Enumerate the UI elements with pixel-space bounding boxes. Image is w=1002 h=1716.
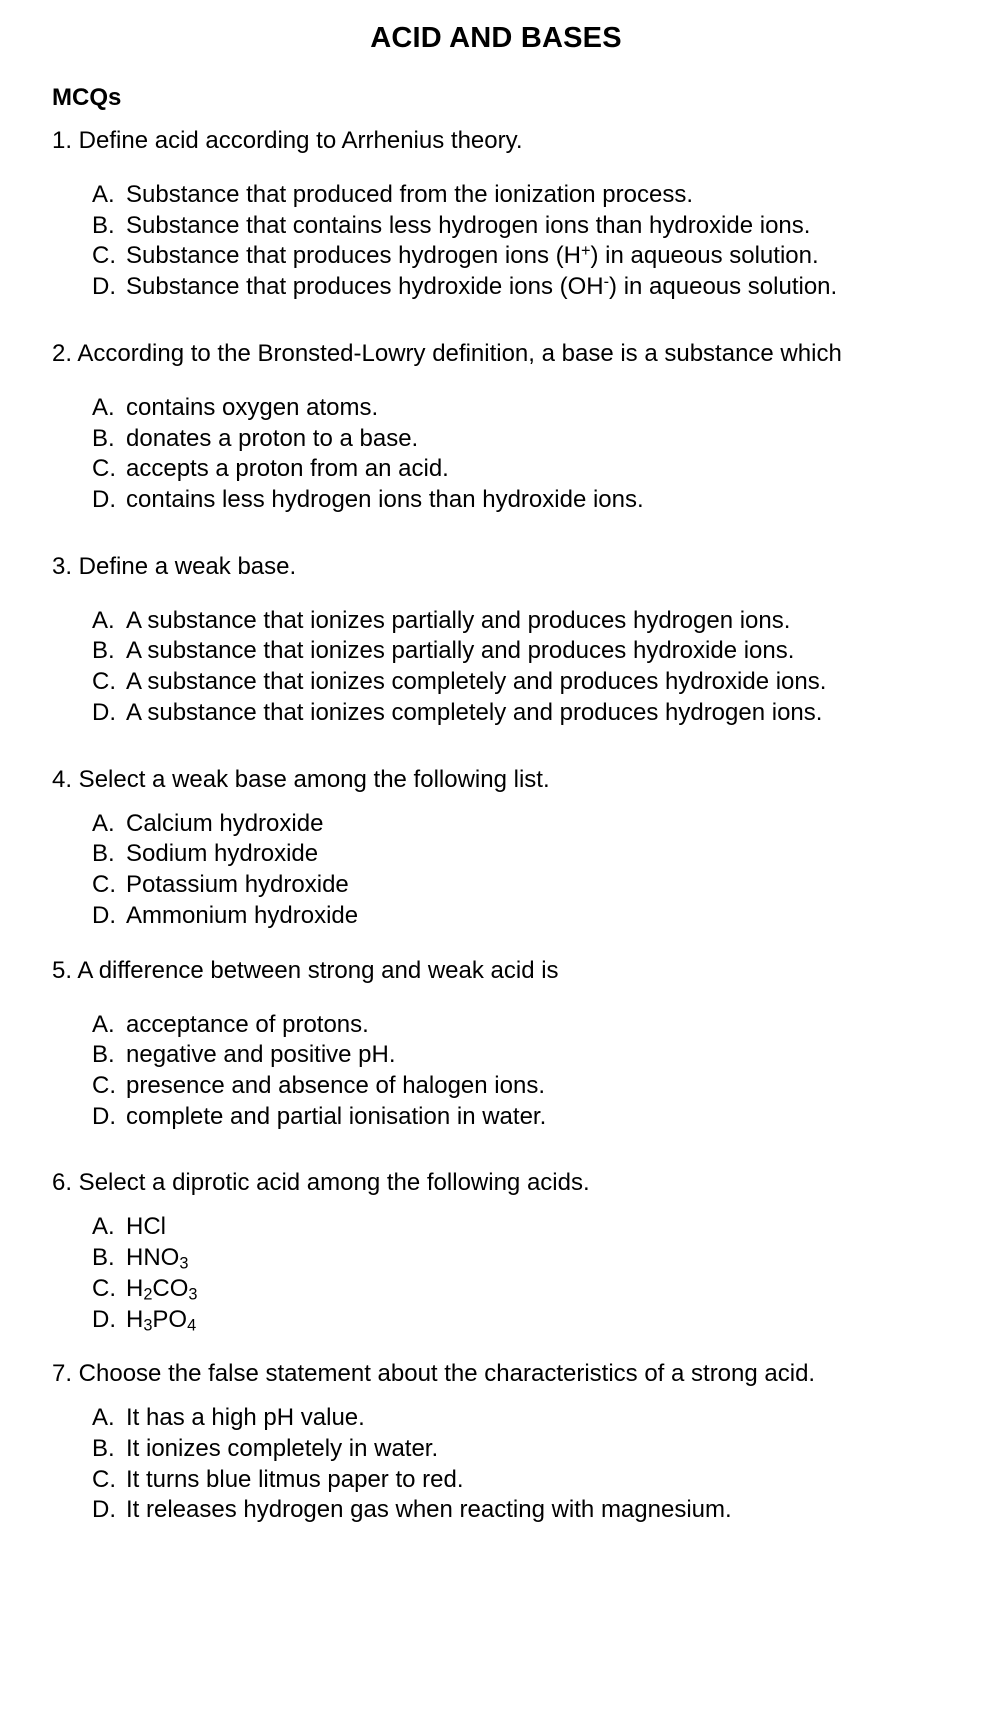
option-item[interactable] bbox=[92, 839, 1002, 870]
option-item[interactable] bbox=[92, 606, 1002, 637]
worksheet-page bbox=[0, 22, 1002, 1716]
option-letter: C. bbox=[92, 242, 116, 270]
option-text: Substance that produces hydroxide ions (OH-) in aqueous solution. bbox=[126, 273, 838, 301]
option-item[interactable] bbox=[92, 1495, 1002, 1526]
option-item[interactable] bbox=[92, 393, 1002, 424]
option-letter: D. bbox=[92, 486, 116, 514]
option-letter: C. bbox=[92, 1465, 116, 1493]
option-text: contains oxygen atoms. bbox=[126, 393, 379, 421]
option-text: $H_3PO_4$ bbox=[126, 1305, 197, 1335]
question-text-1: 1. Define acid according to Arrhenius theory. bbox=[52, 127, 523, 154]
option-text: Sodium hydroxide bbox=[126, 840, 319, 868]
option-item[interactable] bbox=[92, 211, 1002, 242]
option-letter: A. bbox=[92, 181, 115, 208]
option-letter: A. bbox=[92, 1404, 115, 1432]
option-list-4 bbox=[0, 809, 1002, 932]
question-block-6 bbox=[0, 1168, 1002, 1335]
question-block-1 bbox=[0, 126, 1002, 303]
option-item[interactable] bbox=[92, 180, 1002, 211]
option-letter: A. bbox=[92, 606, 115, 634]
option-text: HCl bbox=[126, 1213, 166, 1241]
option-letter: B. bbox=[92, 840, 115, 868]
option-text: presence and absence of halogen ions. bbox=[126, 1071, 545, 1099]
option-list-1 bbox=[0, 180, 1002, 303]
question-text-7: 7. Choose the false statement about the characteristics of a strong acid. bbox=[52, 1360, 816, 1388]
option-item[interactable] bbox=[92, 667, 1002, 698]
option-item[interactable] bbox=[92, 1040, 1002, 1071]
option-item[interactable] bbox=[92, 1212, 1002, 1243]
question-block-3 bbox=[0, 552, 1002, 729]
option-letter: D. bbox=[92, 1102, 116, 1130]
option-item[interactable] bbox=[92, 241, 1002, 272]
option-text: acceptance of protons. bbox=[126, 1010, 369, 1038]
option-text: A substance that ionizes completely and produces hydroxide ions. bbox=[126, 668, 827, 696]
option-letter: B. bbox=[92, 1434, 115, 1462]
option-item[interactable] bbox=[92, 1102, 1002, 1133]
option-text: A substance that ionizes partially and produces hydroxide ions. bbox=[126, 637, 795, 665]
section-heading-mcqs: MCQs bbox=[52, 84, 122, 111]
question-text-6: 6. Select a diprotic acid among the following acids. bbox=[52, 1169, 590, 1197]
option-text: negative and positive pH. bbox=[126, 1041, 396, 1069]
option-text: $H_2CO_3$ bbox=[126, 1274, 198, 1304]
option-text: Ammonium hydroxide bbox=[126, 901, 359, 929]
option-text: accepts a proton from an acid. bbox=[126, 455, 449, 483]
option-letter: A. bbox=[92, 1010, 115, 1038]
option-letter: C. bbox=[92, 1274, 116, 1302]
option-letter: D. bbox=[92, 901, 116, 929]
option-letter: C. bbox=[92, 668, 116, 696]
option-text: It releases hydrogen gas when reacting with magnesium. bbox=[126, 1496, 732, 1524]
option-item[interactable] bbox=[92, 901, 1002, 932]
option-item[interactable] bbox=[92, 636, 1002, 667]
option-letter: D. bbox=[92, 1305, 116, 1333]
option-text: A substance that ionizes completely and produces hydrogen ions. bbox=[126, 698, 823, 726]
option-letter: D. bbox=[92, 698, 116, 726]
option-letter: D. bbox=[92, 1496, 116, 1524]
option-item[interactable] bbox=[92, 1434, 1002, 1465]
option-item[interactable] bbox=[92, 1403, 1002, 1434]
option-item[interactable] bbox=[92, 809, 1002, 840]
option-text: Potassium hydroxide bbox=[126, 871, 349, 899]
option-list-7 bbox=[0, 1403, 1002, 1526]
page-title: ACID AND BASES bbox=[370, 22, 622, 54]
option-letter: A. bbox=[92, 1213, 115, 1241]
option-list-3 bbox=[0, 606, 1002, 729]
option-letter: A. bbox=[92, 393, 115, 421]
option-letter: C. bbox=[92, 455, 116, 483]
option-list-2 bbox=[0, 393, 1002, 516]
question-text-3: 3. Define a weak base. bbox=[52, 552, 297, 580]
option-item[interactable] bbox=[92, 485, 1002, 516]
option-item[interactable] bbox=[92, 1465, 1002, 1496]
option-item[interactable] bbox=[92, 272, 1002, 303]
option-text: Substance that contains less hydrogen ions than hydroxide ions. bbox=[126, 211, 811, 239]
option-letter: B. bbox=[92, 424, 115, 452]
option-item[interactable] bbox=[92, 870, 1002, 901]
option-item[interactable] bbox=[92, 1243, 1002, 1274]
option-text: complete and partial ionisation in water. bbox=[126, 1102, 547, 1130]
question-text-5: 5. A difference between strong and weak acid is bbox=[52, 956, 559, 984]
option-item[interactable] bbox=[92, 698, 1002, 729]
option-item[interactable] bbox=[92, 1010, 1002, 1041]
option-item[interactable] bbox=[92, 454, 1002, 485]
option-letter: A. bbox=[92, 809, 115, 837]
option-text: $HNO_3$ bbox=[126, 1244, 189, 1273]
option-text: contains less hydrogen ions than hydroxide ions. bbox=[126, 486, 644, 514]
question-block-5 bbox=[0, 956, 1002, 1133]
option-letter: B. bbox=[92, 211, 115, 239]
option-text: donates a proton to a base. bbox=[126, 424, 419, 452]
option-item[interactable] bbox=[92, 1305, 1002, 1336]
option-item[interactable] bbox=[92, 1071, 1002, 1102]
option-letter: B. bbox=[92, 637, 115, 665]
question-block-7 bbox=[0, 1359, 1002, 1526]
option-text: It turns blue litmus paper to red. bbox=[126, 1465, 464, 1493]
option-text: Calcium hydroxide bbox=[126, 809, 324, 837]
option-list-5 bbox=[0, 1010, 1002, 1133]
question-block-4 bbox=[0, 765, 1002, 932]
option-text: Substance that produces hydrogen ions (H+) in aqueous solution. bbox=[126, 242, 819, 270]
option-text: A substance that ionizes partially and produces hydrogen ions. bbox=[126, 606, 791, 634]
option-letter: D. bbox=[92, 273, 116, 301]
question-block-2 bbox=[0, 339, 1002, 516]
option-letter: C. bbox=[92, 1071, 116, 1099]
option-letter: B. bbox=[92, 1041, 115, 1069]
option-letter: C. bbox=[92, 871, 116, 899]
option-text: It ionizes completely in water. bbox=[126, 1434, 439, 1462]
option-letter: B. bbox=[92, 1244, 115, 1272]
option-text: It has a high pH value. bbox=[126, 1404, 365, 1432]
option-list-6 bbox=[0, 1212, 1002, 1335]
question-text-2: 2. According to the Bronsted-Lowry definition, a base is a substance which bbox=[52, 339, 842, 367]
option-item[interactable] bbox=[92, 1274, 1002, 1305]
question-text-4: 4. Select a weak base among the following list. bbox=[52, 765, 550, 793]
option-item[interactable] bbox=[92, 424, 1002, 455]
option-text: Substance that produced from the ionization process. bbox=[126, 181, 693, 208]
